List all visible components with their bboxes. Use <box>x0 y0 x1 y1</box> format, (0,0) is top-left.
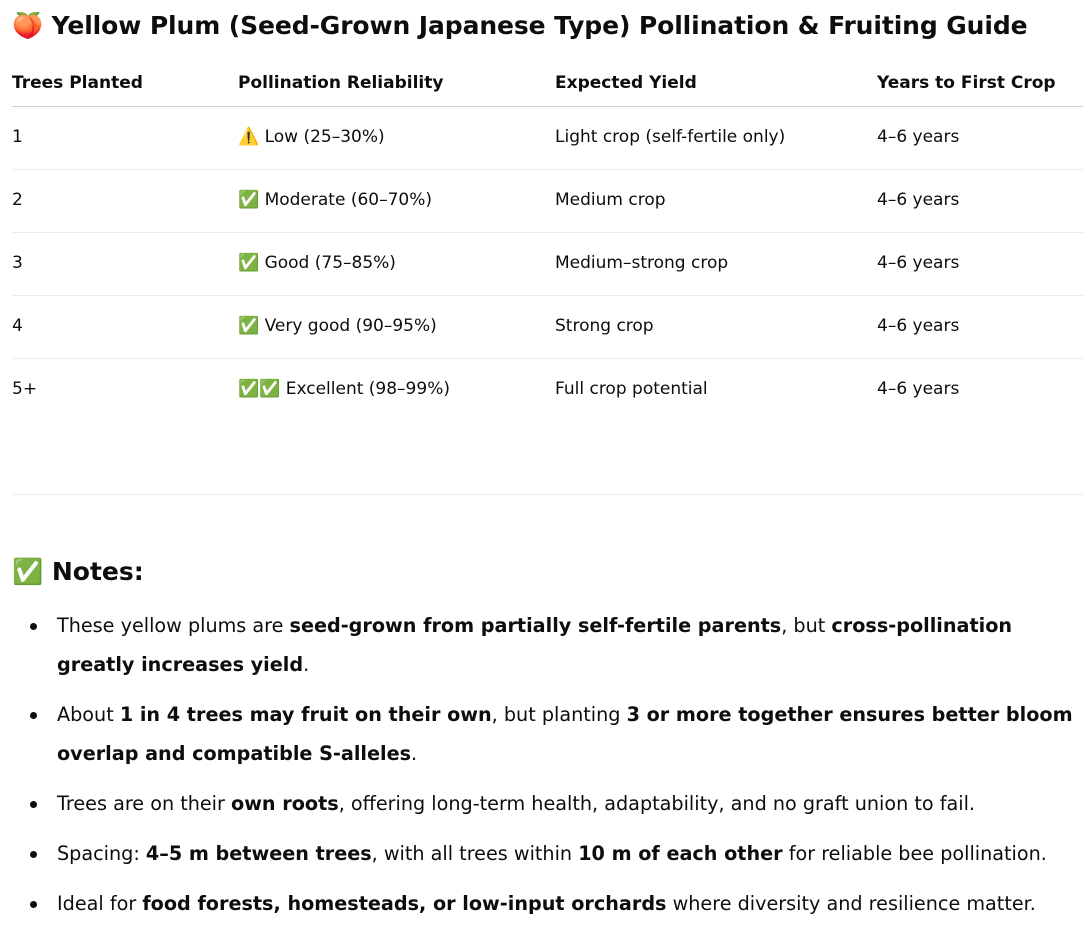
list-item <box>12 606 1083 684</box>
column-header-expected-yield: Expected Yield <box>555 73 697 93</box>
cell-expected-yield: Medium crop <box>555 190 666 210</box>
table-row <box>12 233 1083 296</box>
note-bold-text: 10 m of each other <box>578 842 783 865</box>
table-divider <box>12 494 1083 495</box>
cell-trees-planted: 1 <box>12 127 23 147</box>
note-bold-text: 4–5 m between trees <box>145 842 372 865</box>
note-text: , offering long-term health, adaptability, and no graft union to fail. <box>338 792 976 815</box>
cell-years-to-first-crop: 4–6 years <box>877 253 960 273</box>
cell-years-to-first-crop: 4–6 years <box>877 127 960 147</box>
column-header-pollination-reliability: Pollination Reliability <box>238 73 444 93</box>
list-item <box>12 784 1083 823</box>
note-text: Spacing: <box>57 842 146 865</box>
cell-expected-yield: Medium–strong crop <box>555 253 729 273</box>
note-bold-text: own roots <box>231 792 339 815</box>
list-item <box>12 834 1083 873</box>
notes-list <box>12 606 1083 934</box>
note-text: Ideal for <box>57 892 143 915</box>
table-row <box>12 296 1083 359</box>
cell-pollination-reliability: ✅✅ Excellent (98–99%) <box>238 379 450 399</box>
note-bold-text: 3 or more together ensures better bloom overlap and compatible S-alleles <box>57 703 1073 765</box>
page-title-text: Yellow Plum (Seed-Grown Japanese Type) Pollination & Fruiting Guide <box>51 11 1028 40</box>
note-text: for reliable bee pollination. <box>782 842 1047 865</box>
cell-expected-yield: Light crop (self-fertile only) <box>555 127 786 147</box>
cell-years-to-first-crop: 4–6 years <box>877 316 960 336</box>
bullet-icon <box>30 712 37 719</box>
cell-trees-planted: 2 <box>12 190 23 210</box>
note-text: About <box>57 703 120 726</box>
cell-expected-yield: Strong crop <box>555 316 654 336</box>
cell-trees-planted: 5+ <box>12 379 38 399</box>
cell-years-to-first-crop: 4–6 years <box>877 379 960 399</box>
note-text: where diversity and resilience matter. <box>666 892 1036 915</box>
note-text: , but planting <box>491 703 627 726</box>
page-title <box>12 11 1028 41</box>
check-mark-icon: ✅ <box>12 557 44 586</box>
cell-trees-planted: 4 <box>12 316 23 336</box>
notes-heading-text: Notes: <box>51 557 144 586</box>
note-bold-text: food forests, homesteads, or low-input orchards <box>142 892 667 915</box>
note-text: , with all trees within <box>371 842 579 865</box>
bullet-icon <box>30 623 37 630</box>
cell-pollination-reliability: ✅ Very good (90–95%) <box>238 316 437 336</box>
note-bold-text: cross-pollination greatly increases yield <box>57 614 1013 676</box>
cell-years-to-first-crop: 4–6 years <box>877 190 960 210</box>
bullet-icon <box>30 851 37 858</box>
table-row <box>12 170 1083 233</box>
list-item <box>12 695 1083 773</box>
note-text: . <box>411 742 418 765</box>
column-header-trees-planted: Trees Planted <box>12 73 143 93</box>
note-bold-text: 1 in 4 trees may fruit on their own <box>119 703 492 726</box>
list-item <box>12 884 1083 923</box>
cell-trees-planted: 3 <box>12 253 23 273</box>
cell-pollination-reliability: ✅ Good (75–85%) <box>238 253 396 273</box>
notes-heading <box>12 557 144 587</box>
peach-icon: 🍑 <box>12 11 44 40</box>
cell-expected-yield: Full crop potential <box>555 379 708 399</box>
note-text: These yellow plums are <box>57 614 290 637</box>
table-header-row <box>12 66 1083 107</box>
cell-pollination-reliability: ⚠️ Low (25–30%) <box>238 127 385 147</box>
cell-pollination-reliability: ✅ Moderate (60–70%) <box>238 190 433 210</box>
note-text: , but <box>781 614 832 637</box>
bullet-icon <box>30 801 37 808</box>
note-text: Trees are on their <box>57 792 232 815</box>
note-text: . <box>303 653 310 676</box>
table-row <box>12 359 1083 421</box>
table-row <box>12 107 1083 170</box>
note-bold-text: seed-grown from partially self-fertile parents <box>289 614 782 637</box>
pollination-table <box>12 66 1083 421</box>
bullet-icon <box>30 901 37 908</box>
column-header-years-to-first-crop: Years to First Crop <box>877 73 1056 93</box>
